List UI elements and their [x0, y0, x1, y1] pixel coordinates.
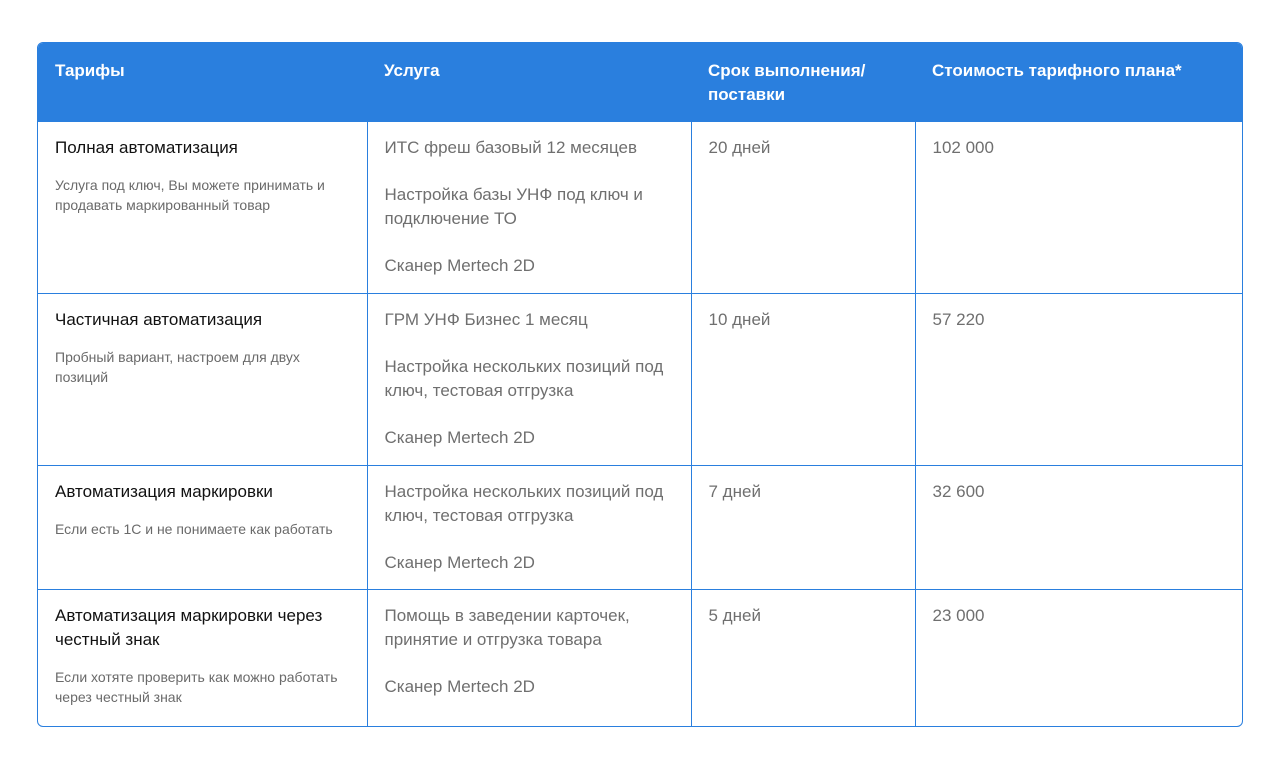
- service-item: Настройка нескольких позиций под ключ, тестовая отгрузка: [384, 481, 664, 525]
- tariff-name: Автоматизация маркировки: [55, 481, 273, 501]
- tariff-name: Полная автоматизация: [55, 137, 238, 157]
- service-item: Настройка нескольких позиций под ключ, тестовая отгрузка: [384, 356, 664, 400]
- term-cell: 5 дней: [691, 589, 915, 727]
- table-row: [38, 465, 1242, 589]
- table-row: [38, 121, 1242, 293]
- tariff-description: Если хотяте проверить как можно работать через честный знак: [55, 668, 338, 705]
- term-cell: 20 дней: [691, 121, 915, 293]
- table-row: [38, 293, 1242, 465]
- service-item: Сканер Mertech 2D: [384, 427, 535, 447]
- price-cell: 32 600: [915, 465, 1242, 589]
- price-cell: 102 000: [915, 121, 1242, 293]
- header-service: Услуга: [384, 61, 440, 80]
- service-cell: [367, 465, 691, 589]
- table-row: [38, 589, 1242, 727]
- service-item: Сканер Mertech 2D: [384, 255, 535, 275]
- tariff-name: Автоматизация маркировки через честный знак: [55, 605, 323, 649]
- tariffs-table: [38, 43, 1242, 727]
- service-cell: [367, 589, 691, 727]
- header-price: Стоимость тарифного плана*: [932, 61, 1182, 80]
- term-cell: 7 дней: [691, 465, 915, 589]
- tariff-cell: [38, 465, 367, 589]
- tariff-cell: [38, 121, 367, 293]
- price-cell: 23 000: [915, 589, 1242, 727]
- tariff-description: Пробный вариант, настроем для двух позиций: [55, 348, 300, 385]
- tariffs-table-container: [37, 42, 1243, 727]
- tariff-description: Услуга под ключ, Вы можете принимать и продавать маркированный товар: [55, 176, 325, 213]
- service-item: ГРМ УНФ Бизнес 1 месяц: [384, 309, 588, 329]
- header-term: Срок выполнения/ поставки: [708, 61, 866, 104]
- header-tariffs: Тарифы: [55, 61, 125, 80]
- tariff-name: Частичная автоматизация: [55, 309, 263, 329]
- tariff-cell: [38, 589, 367, 727]
- tariff-cell: [38, 293, 367, 465]
- table-header-row: [38, 43, 1242, 121]
- service-item: Настройка базы УНФ под ключ и подключение ТО: [384, 184, 643, 228]
- service-item: ИТС фреш базовый 12 месяцев: [384, 137, 638, 157]
- term-cell: 10 дней: [691, 293, 915, 465]
- service-cell: [367, 293, 691, 465]
- service-item: Сканер Mertech 2D: [384, 552, 535, 572]
- price-cell: 57 220: [915, 293, 1242, 465]
- service-item: Помощь в заведении карточек, принятие и отгрузка товара: [384, 605, 630, 649]
- tariff-description: Если есть 1С и не понимаете как работать: [55, 520, 333, 537]
- service-cell: [367, 121, 691, 293]
- service-item: Сканер Mertech 2D: [384, 676, 535, 696]
